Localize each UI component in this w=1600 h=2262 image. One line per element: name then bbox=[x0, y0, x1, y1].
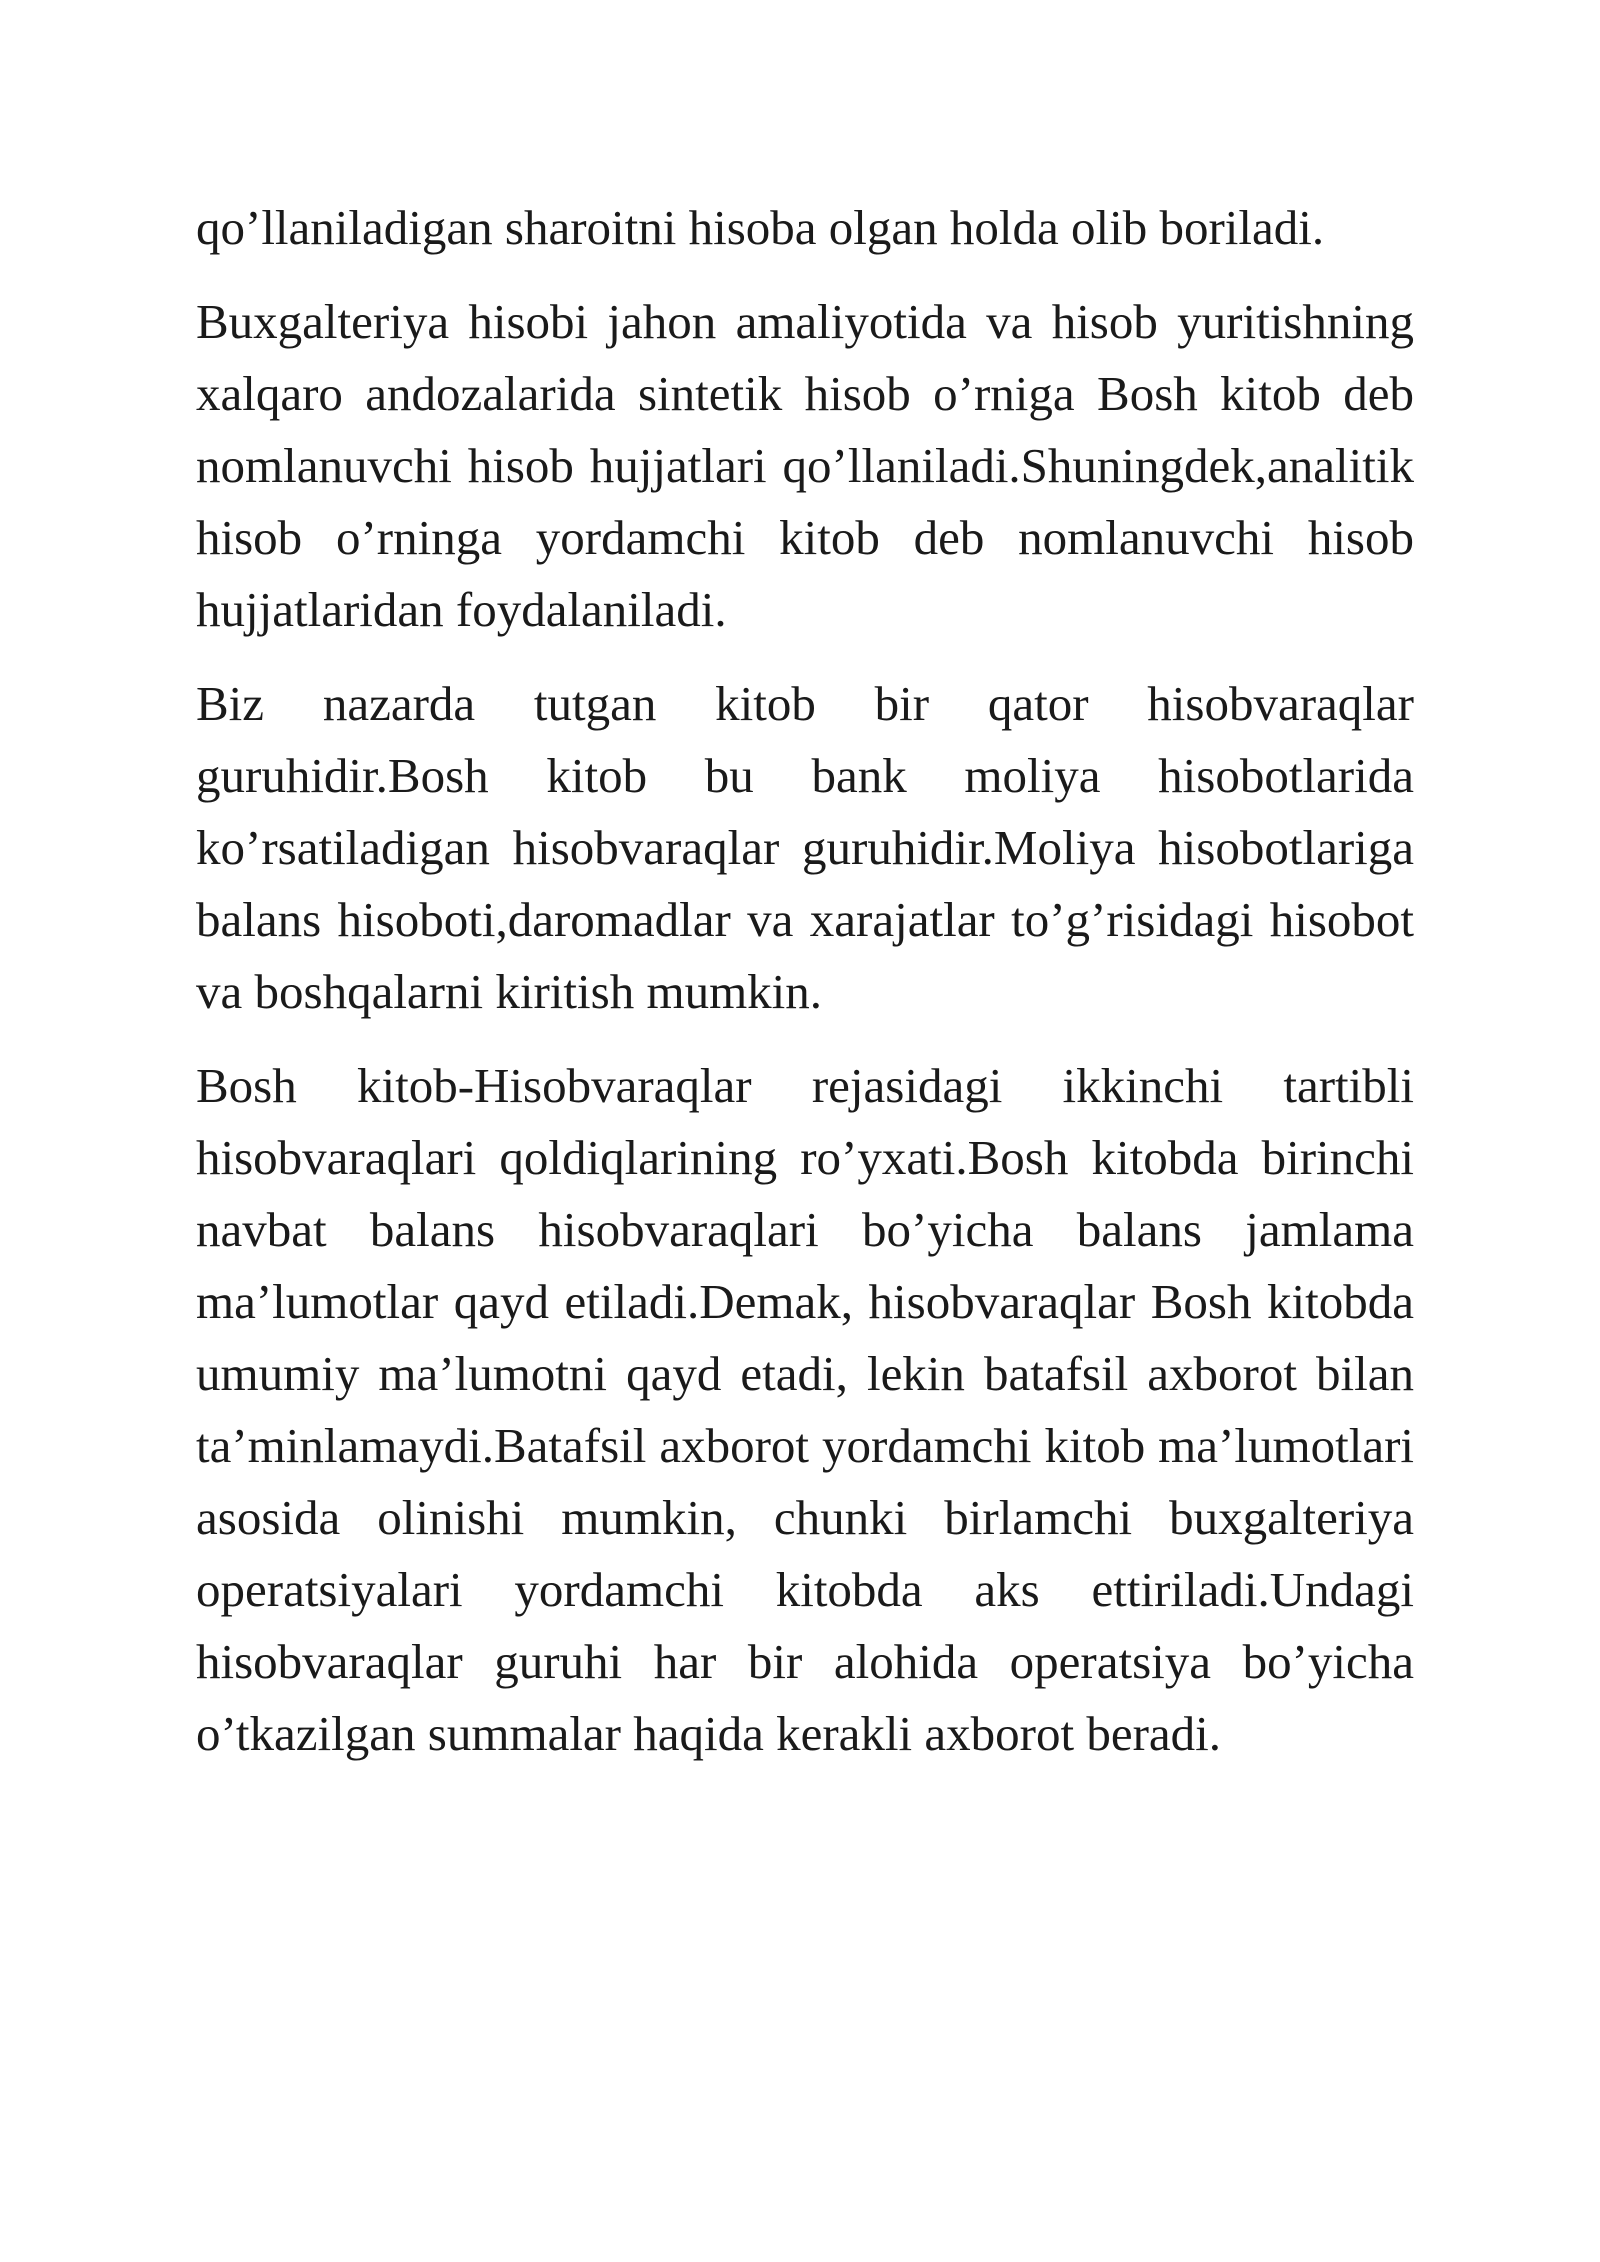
body-text bbox=[196, 192, 1414, 1792]
paragraph-4: Bosh kitob-Hisobvaraqlar rejasidagi ikkinchi tartibli hisobvaraqlari qoldiqlarining ro’yxati.Bosh kitobda birinchi navbat balans hisobvaraqlari bo’yicha balans jamlama ma’lumotlar qayd etiladi.Demak, hisobvaraqlar Bosh kitobda umumiy ma’lumotni qayd etadi, lekin batafsil axborot bilan ta’minlamaydi.Batafsil axborot yordamchi kitob ma’lumotlari asosida olinishi mumkin, chunki birlamchi buxgalteriya operatsiyalari yordamchi kitobda aks ettiriladi.Undagi hisobvaraqlar guruhi har bir alohida operatsiya bo’yicha o’tkazilgan summalar haqida kerakli axborot beradi. bbox=[196, 1058, 1414, 1761]
paragraph-1: qo’llaniladigan sharoitni hisoba olgan holda olib boriladi. bbox=[196, 200, 1325, 255]
paragraph-3: Biz nazarda tutgan kitob bir qator hisobvaraqlar guruhidir.Bosh kitob bu bank moliya hisobotlarida ko’rsatiladigan hisobvaraqlar guruhidir.Moliya hisobotlariga balans hisoboti,daromadlar va xarajatlar to’g’risidagi hisobot va boshqalarni kiritish mumkin. bbox=[196, 676, 1414, 1019]
paragraph-2: Buxgalteriya hisobi jahon amaliyotida va hisob yuritishning xalqaro andozalarida sintetik hisob o’rniga Bosh kitob deb nomlanuvchi hisob hujjatlari qo’llaniladi.Shuningdek,analitik hisob o’rninga yordamchi kitob deb nomlanuvchi hisob hujjatlaridan foydalaniladi. bbox=[196, 294, 1414, 637]
